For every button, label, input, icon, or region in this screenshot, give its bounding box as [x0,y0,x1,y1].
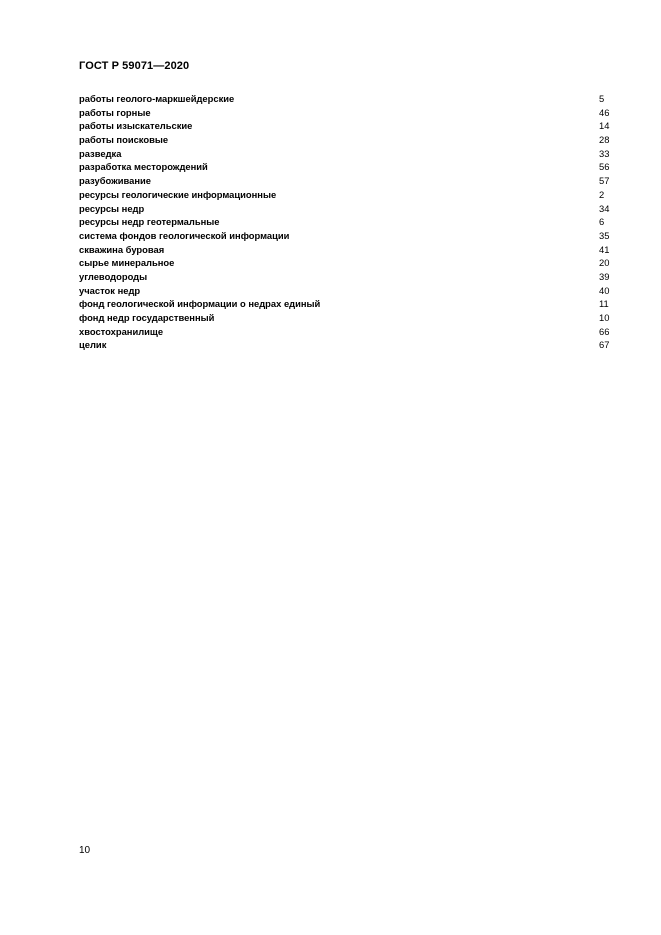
index-number: 67 [599,339,610,351]
index-number: 6 [599,216,605,228]
index-number: 39 [599,270,610,282]
index-term: работы поисковые [79,134,169,146]
index-entry [79,160,619,174]
index-term: ресурсы геологические информационные [79,188,277,200]
index-number: 33 [599,147,610,159]
index-term: разубоживание [79,175,151,187]
index-entry [79,311,619,325]
index-number: 41 [599,243,610,255]
index-number: 56 [599,161,610,173]
index-entry [79,188,619,202]
index-entry [79,297,619,311]
index-term: разработка месторождений [79,161,208,173]
index-term: целик [79,339,107,351]
index-number: 11 [599,298,609,310]
index-number: 14 [599,120,610,132]
page-number: 10 [79,845,91,856]
index-number: 5 [599,93,605,104]
index-number: 2 [599,188,605,200]
index-term: участок недр [79,284,141,296]
index-term: хвостохранилище [79,325,164,337]
index-entry [79,106,619,120]
index-entry [79,215,619,229]
index-term: фонд недр государственный [79,312,215,323]
index-term: система фондов геологической информации [79,229,290,241]
index-entry [79,243,619,257]
index-entry [79,133,619,147]
index-entry [79,256,619,270]
index-number: 10 [599,312,610,323]
index-term: углеводороды [79,270,148,282]
index-term: ресурсы недр [79,202,145,214]
index-entry [79,202,619,216]
index-number: 57 [599,175,610,187]
index-entry [79,92,619,106]
index-entry [79,174,619,188]
index-term: скважина буровая [79,243,165,255]
index-number: 66 [599,325,610,337]
index-term: ресурсы недр геотермальные [79,216,220,228]
index-number: 34 [599,202,610,214]
index-entry [79,338,619,352]
index-entry [79,284,619,298]
index-term: работы изыскательские [79,120,193,132]
index-number: 28 [599,134,610,146]
index-number: 35 [599,229,610,241]
index-term: сырье минеральное [79,257,175,269]
index-term: фонд геологической информации о недрах единый [79,298,321,310]
document-header: ГОСТ Р 59071—2020 [79,60,190,72]
index-entry [79,119,619,133]
index-number: 40 [599,284,610,296]
index-entry [79,229,619,243]
index-term: работы геолого-маркшейдерские [79,93,235,104]
index-number: 46 [599,106,610,118]
index-number: 20 [599,257,610,269]
index-entry [79,270,619,284]
index-entry [79,325,619,339]
index-term: работы горные [79,106,151,118]
index-entry [79,147,619,161]
alphabetical-index [79,92,619,352]
index-term: разведка [79,147,122,159]
